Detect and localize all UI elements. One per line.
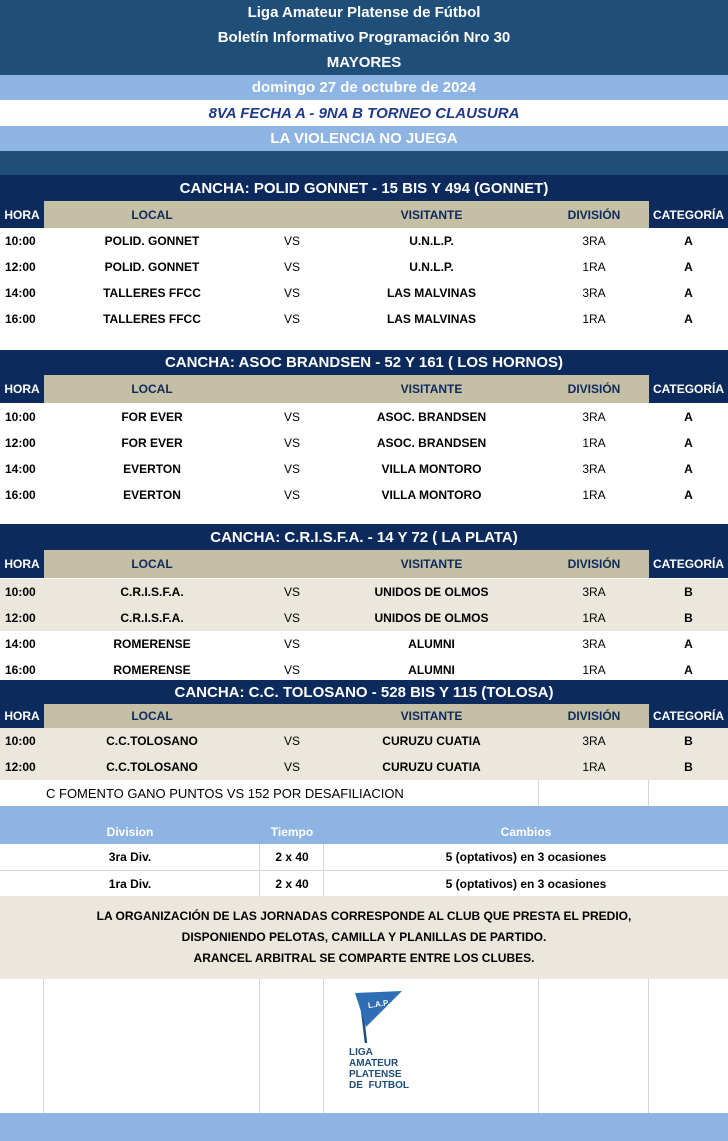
match-local: C.R.I.S.F.A.: [120, 611, 184, 625]
match-division: 1RA: [582, 260, 606, 274]
rules-tiempo: 2 x 40: [275, 876, 309, 891]
match-row: [0, 254, 728, 280]
col-hora: HORA: [0, 704, 44, 728]
col-categoria: CATEGORÍA: [649, 201, 728, 228]
match-time: 14:00: [5, 637, 36, 651]
match-vs: VS: [283, 462, 300, 476]
rules-header-row: [0, 806, 728, 844]
match-time: 10:00: [5, 234, 36, 248]
info-line: LA ORGANIZACIÓN DE LAS JORNADAS CORRESPONDE AL CLUB QUE PRESTA EL PREDIO,: [96, 909, 632, 923]
match-category: A: [684, 286, 693, 300]
match-visitante: U.N.L.P.: [409, 260, 454, 274]
match-category: B: [684, 760, 693, 774]
rules-row: [0, 844, 728, 870]
match-vs: VS: [283, 637, 300, 651]
col-categoria: CATEGORÍA: [649, 704, 728, 728]
match-local: TALLERES FFCC: [103, 312, 201, 326]
match-row: [0, 430, 728, 456]
venue-title: CANCHA: C.R.I.S.F.A. - 14 Y 72 ( LA PLATA): [0, 524, 728, 550]
rules-tiempo: 2 x 40: [275, 850, 309, 864]
match-local: EVERTON: [123, 488, 181, 502]
col-hora: HORA: [0, 375, 44, 403]
slogan-banner: LA VIOLENCIA NO JUEGA: [0, 126, 728, 151]
flag-text: L.A.P.: [367, 998, 391, 1011]
forfeit-note: C FOMENTO GANO PUNTOS VS 152 POR DESAFILIACION: [46, 785, 404, 801]
match-local: FOR EVER: [121, 410, 183, 424]
rules-division: 3ra Div.: [108, 850, 152, 864]
match-local: C.R.I.S.F.A.: [120, 585, 184, 599]
spacer-band: [0, 151, 728, 175]
match-division: 1RA: [582, 436, 606, 450]
col-division: DIVISIÓN: [539, 704, 649, 728]
note-row: [0, 780, 728, 806]
venue-title: CANCHA: C.C. TOLOSANO - 528 BIS Y 115 (TOLOSA): [0, 680, 728, 704]
match-category: A: [684, 637, 693, 651]
match-division: 1RA: [582, 611, 606, 625]
match-visitante: UNIDOS DE OLMOS: [374, 585, 489, 599]
match-category: A: [684, 488, 693, 502]
match-row: [0, 404, 728, 430]
match-time: 10:00: [5, 585, 36, 599]
league-logo-text: [349, 1047, 409, 1091]
col-categoria: CATEGORÍA: [649, 550, 728, 578]
column-header-row: [0, 375, 728, 403]
category-title: MAYORES: [0, 50, 728, 75]
match-category: B: [684, 585, 693, 599]
col-vs-blank: [260, 201, 324, 228]
col-visitante: VISITANTE: [324, 550, 539, 578]
rules-col-tiempo: Tiempo: [270, 825, 314, 839]
match-time: 12:00: [5, 260, 36, 274]
match-time: 16:00: [5, 488, 36, 502]
match-division: 3RA: [582, 410, 606, 424]
match-vs: VS: [283, 234, 300, 248]
organization-info: [0, 896, 728, 979]
match-row: [0, 579, 728, 605]
match-visitante: CURUZU CUATIA: [382, 734, 481, 748]
round-title: 8VA FECHA A - 9NA B TORNEO CLAUSURA: [0, 100, 728, 126]
match-visitante: ASOC. BRANDSEN: [376, 436, 487, 450]
match-vs: VS: [283, 585, 300, 599]
match-visitante: ALUMNI: [408, 663, 455, 677]
match-vs: VS: [283, 734, 300, 748]
date-banner: domingo 27 de octubre de 2024: [0, 75, 728, 100]
col-division: DIVISIÓN: [539, 201, 649, 228]
match-local: TALLERES FFCC: [103, 286, 201, 300]
match-visitante: VILLA MONTORO: [381, 488, 482, 502]
match-category: A: [684, 436, 693, 450]
match-division: 3RA: [582, 585, 606, 599]
match-category: A: [684, 462, 693, 476]
match-division: 3RA: [582, 234, 606, 248]
rules-col-cambios: Cambios: [500, 825, 552, 839]
match-time: 16:00: [5, 663, 36, 677]
match-local: POLID. GONNET: [104, 260, 200, 274]
match-division: 3RA: [582, 637, 606, 651]
match-local: ROMERENSE: [113, 663, 191, 677]
match-vs: VS: [283, 611, 300, 625]
bottom-bar: [0, 1113, 728, 1141]
match-time: 12:00: [5, 760, 36, 774]
match-visitante: ASOC. BRANDSEN: [376, 410, 487, 424]
venue-title: CANCHA: ASOC BRANDSEN - 52 Y 161 ( LOS HORNOS): [0, 350, 728, 375]
match-division: 1RA: [582, 663, 606, 677]
col-division: DIVISIÓN: [539, 375, 649, 403]
rules-col-division: Division: [106, 825, 154, 839]
col-local: LOCAL: [44, 375, 260, 403]
match-category: B: [684, 734, 693, 748]
col-vs-blank: [260, 550, 324, 578]
match-division: 3RA: [582, 286, 606, 300]
match-time: 10:00: [5, 734, 36, 748]
venue-title: CANCHA: POLID GONNET - 15 BIS Y 494 (GONNET): [0, 175, 728, 201]
info-line: DISPONIENDO PELOTAS, CAMILLA Y PLANILLAS DE PARTIDO.: [181, 930, 547, 944]
match-local: ROMERENSE: [113, 637, 191, 651]
logo-line: AMATEUR: [349, 1058, 399, 1069]
match-vs: VS: [283, 312, 300, 326]
col-hora: HORA: [0, 550, 44, 578]
rules-division: 1ra Div.: [108, 876, 152, 891]
col-local: LOCAL: [44, 704, 260, 728]
logo-line: DE FUTBOL: [349, 1080, 409, 1091]
league-title: Liga Amateur Platense de Fútbol: [0, 0, 728, 25]
col-division: DIVISIÓN: [539, 550, 649, 578]
col-visitante: VISITANTE: [324, 201, 539, 228]
match-division: 1RA: [582, 488, 606, 502]
match-row: [0, 456, 728, 482]
league-flag-logo: [350, 989, 406, 1045]
match-vs: VS: [283, 760, 300, 774]
match-category: A: [684, 312, 693, 326]
match-visitante: LAS MALVINAS: [386, 286, 477, 300]
col-hora: HORA: [0, 201, 44, 228]
match-vs: VS: [283, 488, 300, 502]
match-visitante: LAS MALVINAS: [386, 312, 477, 326]
match-row: [0, 631, 728, 657]
match-time: 12:00: [5, 436, 36, 450]
match-visitante: UNIDOS DE OLMOS: [374, 611, 489, 625]
col-visitante: VISITANTE: [324, 375, 539, 403]
column-header-row: [0, 704, 728, 728]
match-visitante: U.N.L.P.: [409, 234, 454, 248]
rules-row: [0, 870, 728, 896]
match-row: [0, 728, 728, 754]
match-row: [0, 482, 728, 508]
col-vs-blank: [260, 375, 324, 403]
match-vs: VS: [283, 436, 300, 450]
logo-line: PLATENSE: [349, 1069, 402, 1080]
column-header-row: [0, 201, 728, 228]
match-row: [0, 280, 728, 306]
col-vs-blank: [260, 704, 324, 728]
col-local: LOCAL: [44, 201, 260, 228]
match-local: FOR EVER: [121, 436, 183, 450]
match-visitante: ALUMNI: [408, 637, 455, 651]
match-vs: VS: [283, 286, 300, 300]
match-time: 16:00: [5, 312, 36, 326]
col-local: LOCAL: [44, 550, 260, 578]
match-vs: VS: [283, 663, 300, 677]
match-local: C.C.TOLOSANO: [106, 760, 198, 774]
rules-cambios: 5 (optativos) en 3 ocasiones: [445, 876, 607, 891]
match-category: A: [684, 260, 693, 274]
match-time: 10:00: [5, 410, 36, 424]
match-division: 1RA: [582, 760, 606, 774]
match-row: [0, 754, 728, 780]
match-visitante: VILLA MONTORO: [381, 462, 482, 476]
match-row: [0, 605, 728, 631]
match-vs: VS: [283, 410, 300, 424]
col-categoria: CATEGORÍA: [649, 375, 728, 403]
match-time: 14:00: [5, 462, 36, 476]
match-local: C.C.TOLOSANO: [106, 734, 198, 748]
column-header-row: [0, 550, 728, 578]
match-visitante: CURUZU CUATIA: [382, 760, 481, 774]
logo-line: LIGA: [349, 1047, 373, 1058]
match-row: [0, 306, 728, 332]
match-local: EVERTON: [123, 462, 181, 476]
match-category: A: [684, 410, 693, 424]
rules-cambios: 5 (optativos) en 3 ocasiones: [445, 850, 607, 864]
flag-pennant: [355, 991, 402, 1027]
match-local: POLID. GONNET: [104, 234, 200, 248]
match-time: 12:00: [5, 611, 36, 625]
match-division: 3RA: [582, 462, 606, 476]
match-division: 1RA: [582, 312, 606, 326]
match-category: A: [684, 663, 693, 677]
match-category: A: [684, 234, 693, 248]
bulletin-title: Boletín Informativo Programación Nro 30: [0, 25, 728, 50]
match-division: 3RA: [582, 734, 606, 748]
match-vs: VS: [283, 260, 300, 274]
col-visitante: VISITANTE: [324, 704, 539, 728]
match-row: [0, 228, 728, 254]
match-time: 14:00: [5, 286, 36, 300]
match-category: B: [684, 611, 693, 625]
info-line: ARANCEL ARBITRAL SE COMPARTE ENTRE LOS CLUBES.: [193, 951, 535, 965]
